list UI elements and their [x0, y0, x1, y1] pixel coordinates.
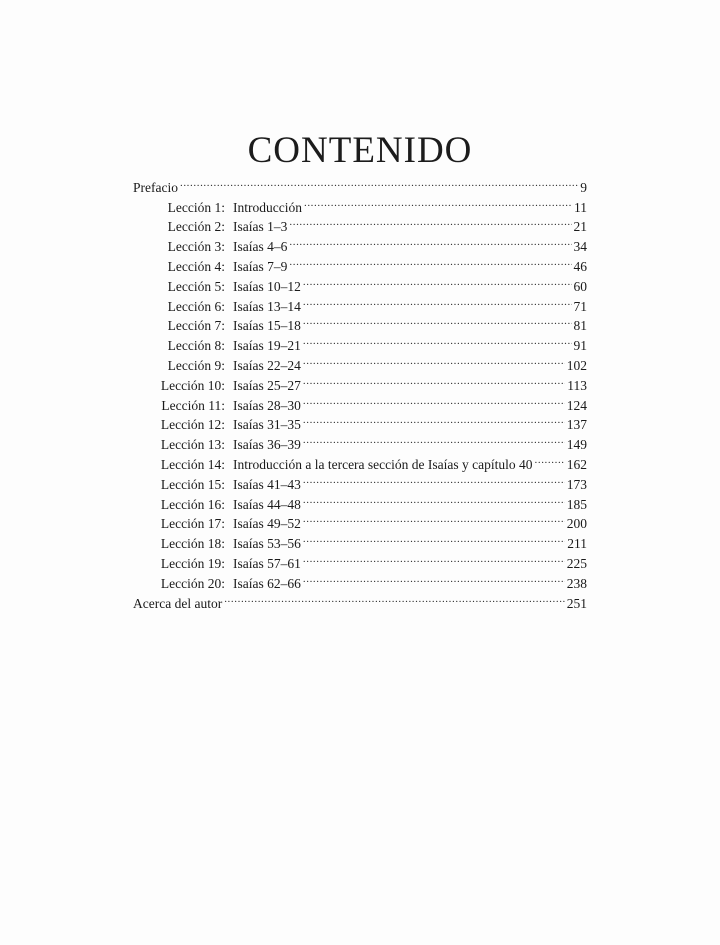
toc-page-number: 225	[566, 555, 587, 571]
toc-page-number: 9	[580, 179, 587, 195]
toc-lesson-number: Lección 18:	[160, 536, 225, 552]
toc-dot-leader	[289, 251, 571, 271]
table-of-contents	[133, 172, 587, 611]
toc-dot-leader	[303, 548, 565, 568]
toc-entry-title: Isaías 62–66	[233, 575, 301, 591]
toc-page-number: 124	[566, 397, 587, 413]
toc-lesson-number: Lección 11:	[161, 397, 225, 413]
toc-dot-leader	[303, 509, 565, 529]
toc-lesson-number: Lección 15:	[160, 476, 225, 492]
toc-lesson-number: Lección 19:	[160, 555, 225, 571]
toc-entry-title: Isaías 49–52	[233, 516, 301, 532]
toc-page-number: 71	[573, 298, 587, 314]
toc-lesson-number: Lección 3:	[167, 239, 225, 255]
toc-entry-title: Isaías 53–56	[233, 536, 301, 552]
toc-lesson-number: Lección 16:	[160, 496, 225, 512]
toc-entry-title: Isaías 7–9	[233, 258, 288, 274]
toc-entry-title: Isaías 41–43	[233, 476, 301, 492]
toc-entry-title: Prefacio	[133, 179, 178, 195]
toc-dot-leader	[289, 231, 571, 251]
toc-dot-leader	[303, 390, 565, 410]
toc-lesson-number: Lección 5:	[167, 278, 225, 294]
toc-lesson-number: Lección 6:	[167, 298, 225, 314]
toc-page-number: 102	[566, 357, 587, 373]
toc-page-number: 185	[566, 496, 587, 512]
toc-entry-title: Isaías 57–61	[233, 555, 301, 571]
page-title: CONTENIDO	[247, 129, 473, 171]
toc-entry	[133, 192, 587, 215]
toc-entry-title: Isaías 44–48	[233, 496, 301, 512]
toc-dot-leader	[303, 410, 565, 430]
toc-entry-title: Isaías 31–35	[233, 417, 301, 433]
toc-page-number: 11	[574, 199, 587, 215]
toc-lesson-number: Lección 9:	[167, 357, 225, 373]
toc-dot-leader	[303, 469, 565, 489]
toc-page-number: 34	[573, 239, 587, 255]
toc-entry-title: Isaías 22–24	[233, 357, 301, 373]
toc-dot-leader	[303, 429, 565, 449]
toc-page-number: 46	[573, 258, 587, 274]
toc-lesson-number: Lección 10:	[160, 377, 225, 393]
toc-dot-leader	[303, 271, 572, 291]
toc-lesson-number: Lección 1:	[167, 199, 225, 215]
toc-entry-title: Acerca del autor	[133, 595, 223, 611]
toc-entry	[133, 172, 587, 195]
toc-lesson-number: Lección 12:	[160, 417, 225, 433]
toc-page-number: 238	[566, 575, 587, 591]
toc-page-number: 113	[567, 377, 587, 393]
toc-entry-title: Isaías 36–39	[233, 437, 301, 453]
toc-entry-title: Isaías 15–18	[233, 318, 301, 334]
toc-lesson-number: Lección 8:	[167, 338, 225, 354]
toc-lesson-number: Lección 2:	[167, 219, 225, 235]
toc-lesson-number: Lección 14:	[160, 456, 225, 472]
toc-lesson-number: Lección 4:	[167, 258, 225, 274]
toc-entry-title: Introducción	[233, 199, 302, 215]
toc-page-number: 173	[566, 476, 587, 492]
toc-dot-leader	[303, 350, 565, 370]
toc-dot-leader	[535, 449, 565, 469]
toc-page-number: 137	[566, 417, 587, 433]
toc-dot-leader	[303, 528, 565, 548]
toc-dot-leader	[303, 370, 565, 390]
toc-page-number: 21	[573, 219, 587, 235]
toc-entry-title: Introducción a la tercera sección de Isaías y capítulo 40	[233, 456, 533, 472]
toc-page-number: 81	[573, 318, 587, 334]
toc-entry-title: Isaías 4–6	[233, 239, 288, 255]
toc-lesson-number: Lección 20:	[160, 575, 225, 591]
toc-dot-leader	[303, 489, 565, 509]
toc-dot-leader	[303, 330, 572, 350]
toc-entry-title: Isaías 25–27	[233, 377, 301, 393]
toc-lesson-number: Lección 13:	[160, 437, 225, 453]
toc-dot-leader	[289, 212, 571, 232]
toc-lesson-number: Lección 7:	[167, 318, 225, 334]
toc-lesson-number: Lección 17:	[160, 516, 225, 532]
toc-page-number: 162	[566, 456, 587, 472]
toc-dot-leader	[180, 172, 578, 192]
toc-entry-title: Isaías 1–3	[233, 219, 288, 235]
toc-page-number: 251	[566, 595, 587, 611]
toc-dot-leader	[304, 192, 572, 212]
toc-entry-title: Isaías 10–12	[233, 278, 301, 294]
toc-page-number: 60	[573, 278, 587, 294]
toc-page-number: 91	[573, 338, 587, 354]
toc-dot-leader	[303, 568, 565, 588]
toc-page-number: 211	[567, 536, 587, 552]
toc-entry-title: Isaías 28–30	[233, 397, 301, 413]
toc-entry-title: Isaías 19–21	[233, 338, 301, 354]
toc-dot-leader	[303, 311, 572, 331]
toc-page-number: 149	[566, 437, 587, 453]
toc-entry-title: Isaías 13–14	[233, 298, 301, 314]
toc-page-number: 200	[566, 516, 587, 532]
toc-dot-leader	[224, 588, 565, 608]
toc-dot-leader	[303, 291, 572, 311]
